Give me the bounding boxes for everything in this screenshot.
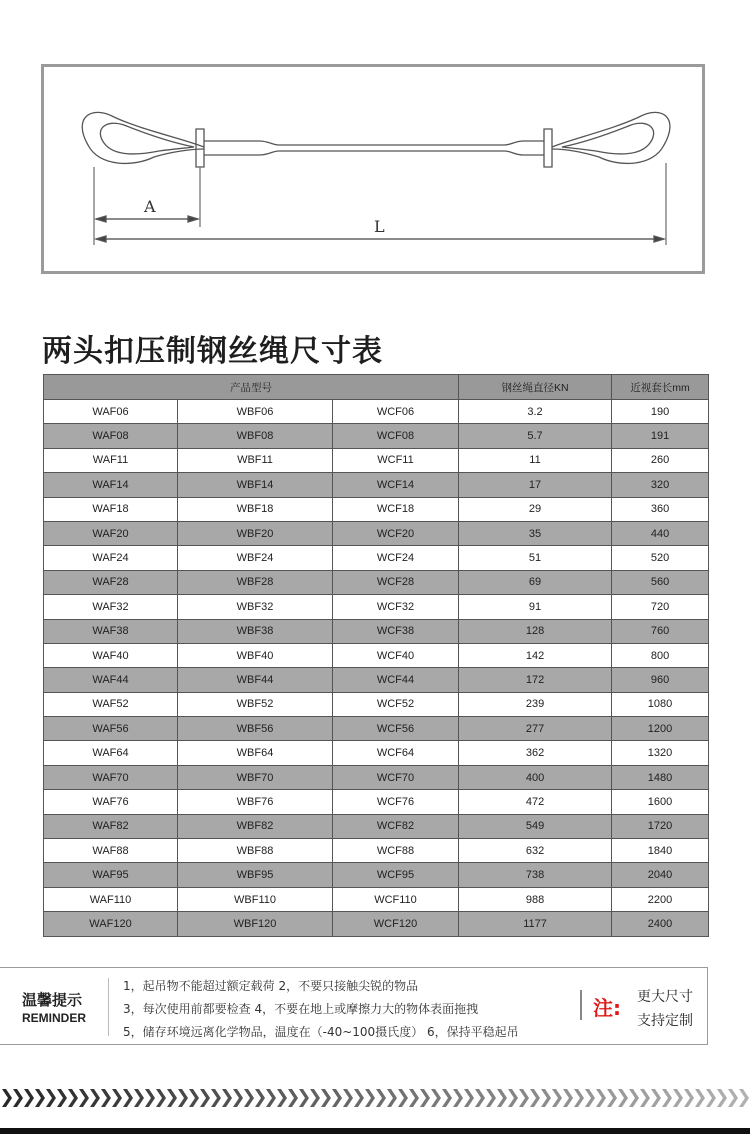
cell-break-load: 172 bbox=[459, 668, 612, 692]
cell-wcf-model: WCF06 bbox=[333, 400, 459, 424]
chevron-mark bbox=[552, 1089, 562, 1107]
chevron-mark bbox=[409, 1089, 419, 1107]
cell-wbf-model: WBF18 bbox=[178, 497, 333, 521]
chevron-mark bbox=[739, 1089, 749, 1107]
chevron-mark bbox=[453, 1089, 463, 1107]
chevron-mark bbox=[35, 1089, 45, 1107]
cell-wcf-model: WCF40 bbox=[333, 643, 459, 667]
cell-waf-model: WAF82 bbox=[44, 814, 178, 838]
chevron-mark bbox=[310, 1089, 320, 1107]
chevron-mark bbox=[178, 1089, 188, 1107]
table-body bbox=[44, 400, 709, 937]
cell-waf-model: WAF88 bbox=[44, 839, 178, 863]
chevron-mark bbox=[673, 1089, 683, 1107]
chevron-mark bbox=[134, 1089, 144, 1107]
note-divider bbox=[580, 990, 582, 1020]
cell-wcf-model: WCF52 bbox=[333, 692, 459, 716]
cell-wbf-model: WBF110 bbox=[178, 887, 333, 911]
cell-length: 2400 bbox=[612, 912, 709, 936]
cell-waf-model: WAF120 bbox=[44, 912, 178, 936]
cell-length: 800 bbox=[612, 643, 709, 667]
table-row bbox=[44, 424, 709, 448]
chevron-mark bbox=[354, 1089, 364, 1107]
chevron-mark bbox=[13, 1089, 23, 1107]
chevron-mark bbox=[145, 1089, 155, 1107]
cell-wcf-model: WCF24 bbox=[333, 546, 459, 570]
chevron-mark bbox=[519, 1089, 529, 1107]
table-row bbox=[44, 863, 709, 887]
chevron-mark bbox=[46, 1089, 56, 1107]
cell-wcf-model: WCF28 bbox=[333, 570, 459, 594]
note-label: 注: bbox=[593, 996, 621, 1020]
cell-break-load: 549 bbox=[459, 814, 612, 838]
cell-break-load: 142 bbox=[459, 643, 612, 667]
chevron-mark bbox=[442, 1089, 452, 1107]
cell-waf-model: WAF24 bbox=[44, 546, 178, 570]
cell-waf-model: WAF38 bbox=[44, 619, 178, 643]
cell-break-load: 51 bbox=[459, 546, 612, 570]
chevron-mark bbox=[288, 1089, 298, 1107]
chevron-mark bbox=[508, 1089, 518, 1107]
cell-wcf-model: WCF64 bbox=[333, 741, 459, 765]
cell-waf-model: WAF95 bbox=[44, 863, 178, 887]
cell-waf-model: WAF70 bbox=[44, 765, 178, 789]
cell-wcf-model: WCF14 bbox=[333, 473, 459, 497]
chevron-mark bbox=[299, 1089, 309, 1107]
cell-length: 560 bbox=[612, 570, 709, 594]
cell-break-load: 128 bbox=[459, 619, 612, 643]
chevron-mark bbox=[90, 1089, 100, 1107]
cell-length: 2040 bbox=[612, 863, 709, 887]
cell-waf-model: WAF32 bbox=[44, 595, 178, 619]
cell-wbf-model: WBF32 bbox=[178, 595, 333, 619]
cell-wcf-model: WCF120 bbox=[333, 912, 459, 936]
table-row bbox=[44, 839, 709, 863]
chevron-mark bbox=[112, 1089, 122, 1107]
reminder-line-2: 3，每次使用前都要检查 4，不要在地上或摩擦力大的物体表面拖拽 bbox=[123, 1002, 479, 1016]
cell-wcf-model: WCF88 bbox=[333, 839, 459, 863]
chevron-mark bbox=[530, 1089, 540, 1107]
cell-wbf-model: WBF38 bbox=[178, 619, 333, 643]
chevron-mark bbox=[332, 1089, 342, 1107]
cell-wcf-model: WCF18 bbox=[333, 497, 459, 521]
cell-length: 1840 bbox=[612, 839, 709, 863]
cell-break-load: 239 bbox=[459, 692, 612, 716]
chevron-mark bbox=[574, 1089, 584, 1107]
cell-length: 960 bbox=[612, 668, 709, 692]
cell-break-load: 3.2 bbox=[459, 400, 612, 424]
chevron-mark bbox=[387, 1089, 397, 1107]
table-row bbox=[44, 570, 709, 594]
cell-length: 1080 bbox=[612, 692, 709, 716]
cell-break-load: 5.7 bbox=[459, 424, 612, 448]
cell-wbf-model: WBF64 bbox=[178, 741, 333, 765]
cell-wbf-model: WBF70 bbox=[178, 765, 333, 789]
cell-waf-model: WAF18 bbox=[44, 497, 178, 521]
cell-wbf-model: WBF95 bbox=[178, 863, 333, 887]
cell-wbf-model: WBF82 bbox=[178, 814, 333, 838]
chevron-mark bbox=[585, 1089, 595, 1107]
chevron-mark bbox=[398, 1089, 408, 1107]
cell-length: 360 bbox=[612, 497, 709, 521]
chevron-mark bbox=[343, 1089, 353, 1107]
cell-length: 190 bbox=[612, 400, 709, 424]
table-row bbox=[44, 400, 709, 424]
chevron-mark bbox=[156, 1089, 166, 1107]
chevron-mark bbox=[255, 1089, 265, 1107]
cell-break-load: 35 bbox=[459, 521, 612, 545]
cell-wbf-model: WBF120 bbox=[178, 912, 333, 936]
cell-wbf-model: WBF20 bbox=[178, 521, 333, 545]
cell-waf-model: WAF56 bbox=[44, 717, 178, 741]
chevron-mark bbox=[79, 1089, 89, 1107]
header-break-load: 钢丝绳直径KN bbox=[459, 375, 612, 400]
chevron-mark bbox=[123, 1089, 133, 1107]
cell-wbf-model: WBF76 bbox=[178, 790, 333, 814]
reminder-subtitle: REMINDER bbox=[22, 1011, 87, 1025]
cell-wbf-model: WBF14 bbox=[178, 473, 333, 497]
cell-wbf-model: WBF52 bbox=[178, 692, 333, 716]
table-row bbox=[44, 643, 709, 667]
chevron-mark bbox=[24, 1089, 34, 1107]
chevron-mark bbox=[640, 1089, 650, 1107]
chevron-mark bbox=[68, 1089, 78, 1107]
chevron-mark bbox=[497, 1089, 507, 1107]
table-row bbox=[44, 668, 709, 692]
cell-waf-model: WAF40 bbox=[44, 643, 178, 667]
chevron-mark bbox=[101, 1089, 111, 1107]
table-row bbox=[44, 912, 709, 936]
cell-wcf-model: WCF44 bbox=[333, 668, 459, 692]
bottom-bar bbox=[0, 1128, 750, 1134]
cell-break-load: 69 bbox=[459, 570, 612, 594]
table-row bbox=[44, 497, 709, 521]
cell-wbf-model: WBF56 bbox=[178, 717, 333, 741]
table-row bbox=[44, 692, 709, 716]
cell-break-load: 362 bbox=[459, 741, 612, 765]
chevron-mark bbox=[167, 1089, 177, 1107]
cell-length: 520 bbox=[612, 546, 709, 570]
chevron-mark bbox=[321, 1089, 331, 1107]
dimension-l-label: L bbox=[374, 217, 385, 236]
chevron-mark bbox=[244, 1089, 254, 1107]
chevron-mark bbox=[475, 1089, 485, 1107]
cell-wcf-model: WCF32 bbox=[333, 595, 459, 619]
cell-wcf-model: WCF76 bbox=[333, 790, 459, 814]
cell-length: 1200 bbox=[612, 717, 709, 741]
cell-length: 760 bbox=[612, 619, 709, 643]
cell-waf-model: WAF110 bbox=[44, 887, 178, 911]
cell-waf-model: WAF76 bbox=[44, 790, 178, 814]
reminder-title: 温馨提示 bbox=[22, 991, 83, 1009]
reminder-box bbox=[0, 967, 708, 1045]
cell-wcf-model: WCF11 bbox=[333, 448, 459, 472]
chevron-mark bbox=[728, 1089, 738, 1107]
note-line-1: 更大尺寸 bbox=[637, 989, 693, 1005]
cell-wcf-model: WCF20 bbox=[333, 521, 459, 545]
cell-break-load: 277 bbox=[459, 717, 612, 741]
table-row bbox=[44, 521, 709, 545]
cell-wbf-model: WBF88 bbox=[178, 839, 333, 863]
cell-break-load: 988 bbox=[459, 887, 612, 911]
cell-length: 260 bbox=[612, 448, 709, 472]
cell-wbf-model: WBF40 bbox=[178, 643, 333, 667]
cell-wbf-model: WBF11 bbox=[178, 448, 333, 472]
cell-waf-model: WAF11 bbox=[44, 448, 178, 472]
chevron-mark bbox=[222, 1089, 232, 1107]
cell-wcf-model: WCF38 bbox=[333, 619, 459, 643]
table-row bbox=[44, 814, 709, 838]
chevron-mark bbox=[277, 1089, 287, 1107]
cell-wbf-model: WBF08 bbox=[178, 424, 333, 448]
table-row bbox=[44, 887, 709, 911]
table-row bbox=[44, 741, 709, 765]
cell-break-load: 738 bbox=[459, 863, 612, 887]
header-length: 近视套长mm bbox=[612, 375, 709, 400]
cell-wcf-model: WCF56 bbox=[333, 717, 459, 741]
chevron-mark bbox=[420, 1089, 430, 1107]
chevron-mark bbox=[266, 1089, 276, 1107]
chevron-mark bbox=[563, 1089, 573, 1107]
reminder-line-1: 1，起吊物不能超过额定载荷 2，不要只接触尖锐的物品 bbox=[123, 979, 419, 993]
chevron-mark bbox=[662, 1089, 672, 1107]
cell-length: 1480 bbox=[612, 765, 709, 789]
chevron-mark bbox=[431, 1089, 441, 1107]
cell-break-load: 472 bbox=[459, 790, 612, 814]
spec-table bbox=[43, 374, 709, 937]
cell-waf-model: WAF44 bbox=[44, 668, 178, 692]
cell-length: 720 bbox=[612, 595, 709, 619]
table-row bbox=[44, 765, 709, 789]
cell-wcf-model: WCF08 bbox=[333, 424, 459, 448]
cell-break-load: 632 bbox=[459, 839, 612, 863]
cell-waf-model: WAF06 bbox=[44, 400, 178, 424]
table-row bbox=[44, 619, 709, 643]
cell-waf-model: WAF28 bbox=[44, 570, 178, 594]
chevron-mark bbox=[607, 1089, 617, 1107]
cell-length: 440 bbox=[612, 521, 709, 545]
chevron-mark bbox=[200, 1089, 210, 1107]
page-title: 两头扣压制钢丝绳尺寸表 bbox=[42, 334, 383, 369]
cell-break-load: 29 bbox=[459, 497, 612, 521]
cell-length: 2200 bbox=[612, 887, 709, 911]
cell-wcf-model: WCF82 bbox=[333, 814, 459, 838]
cell-length: 1720 bbox=[612, 814, 709, 838]
cell-wcf-model: WCF95 bbox=[333, 863, 459, 887]
chevron-mark bbox=[684, 1089, 694, 1107]
cell-wcf-model: WCF110 bbox=[333, 887, 459, 911]
table-row bbox=[44, 717, 709, 741]
table-row bbox=[44, 473, 709, 497]
table-row bbox=[44, 790, 709, 814]
cell-length: 320 bbox=[612, 473, 709, 497]
chevron-mark bbox=[717, 1089, 727, 1107]
cell-break-load: 400 bbox=[459, 765, 612, 789]
cell-length: 1600 bbox=[612, 790, 709, 814]
cell-waf-model: WAF14 bbox=[44, 473, 178, 497]
chevron-mark bbox=[651, 1089, 661, 1107]
cell-wbf-model: WBF44 bbox=[178, 668, 333, 692]
cell-waf-model: WAF08 bbox=[44, 424, 178, 448]
cell-waf-model: WAF20 bbox=[44, 521, 178, 545]
dimension-a-label: A bbox=[144, 197, 156, 216]
chevron-mark bbox=[629, 1089, 639, 1107]
cell-waf-model: WAF52 bbox=[44, 692, 178, 716]
sling-diagram bbox=[41, 64, 705, 274]
chevron-mark bbox=[376, 1089, 386, 1107]
cell-break-load: 11 bbox=[459, 448, 612, 472]
sling-drawing bbox=[44, 67, 702, 271]
cell-wcf-model: WCF70 bbox=[333, 765, 459, 789]
chevron-mark bbox=[486, 1089, 496, 1107]
cell-wbf-model: WBF28 bbox=[178, 570, 333, 594]
reminder-divider bbox=[108, 978, 109, 1036]
cell-length: 1320 bbox=[612, 741, 709, 765]
chevron-mark bbox=[211, 1089, 221, 1107]
chevron-band bbox=[0, 1087, 750, 1109]
chevron-mark bbox=[596, 1089, 606, 1107]
table-row bbox=[44, 595, 709, 619]
chevron-pattern bbox=[0, 1087, 750, 1109]
chevron-mark bbox=[541, 1089, 551, 1107]
table-row bbox=[44, 448, 709, 472]
cell-break-load: 91 bbox=[459, 595, 612, 619]
cell-wbf-model: WBF06 bbox=[178, 400, 333, 424]
table-row bbox=[44, 546, 709, 570]
chevron-mark bbox=[618, 1089, 628, 1107]
cell-length: 191 bbox=[612, 424, 709, 448]
note-line-2: 支持定制 bbox=[637, 1013, 693, 1029]
cell-wbf-model: WBF24 bbox=[178, 546, 333, 570]
chevron-mark bbox=[189, 1089, 199, 1107]
reminder-line-3: 5，储存环境远离化学物品，温度在（-40~100摄氏度） 6，保持平稳起吊 bbox=[123, 1025, 519, 1039]
table-header-row bbox=[44, 375, 709, 400]
chevron-mark bbox=[695, 1089, 705, 1107]
chevron-mark bbox=[57, 1089, 67, 1107]
chevron-mark bbox=[706, 1089, 716, 1107]
chevron-mark bbox=[2, 1089, 12, 1107]
cell-waf-model: WAF64 bbox=[44, 741, 178, 765]
cell-break-load: 1177 bbox=[459, 912, 612, 936]
chevron-mark bbox=[464, 1089, 474, 1107]
chevron-mark bbox=[365, 1089, 375, 1107]
header-model: 产品型号 bbox=[44, 375, 459, 400]
cell-break-load: 17 bbox=[459, 473, 612, 497]
chevron-mark bbox=[233, 1089, 243, 1107]
